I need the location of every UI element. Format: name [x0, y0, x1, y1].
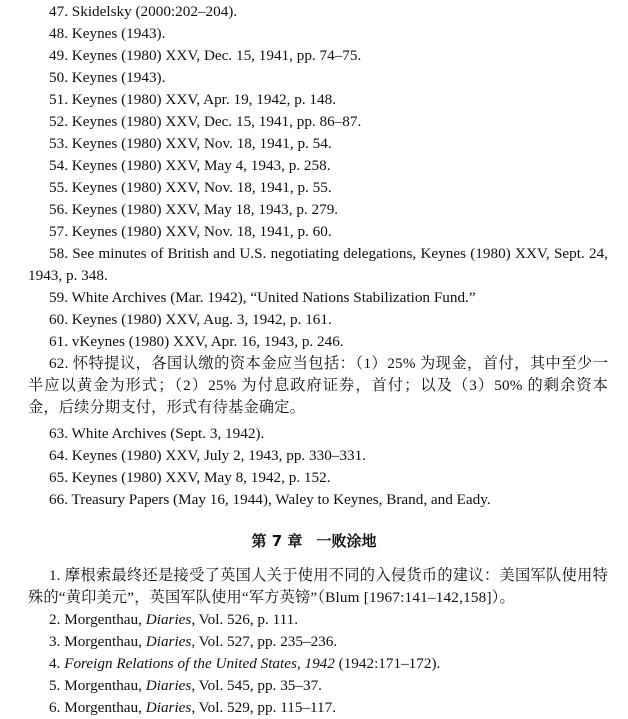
note-text: Keynes (1980) XXV, Nov. 18, 1941, p. 60.	[71, 223, 332, 240]
note-text: (1942:171–172).	[334, 655, 441, 672]
note-50	[28, 67, 608, 89]
note-number: 59.	[49, 289, 68, 306]
note-number: 5.	[49, 677, 61, 694]
note-54	[28, 155, 608, 177]
note-number: 53.	[49, 135, 68, 152]
note-text: Keynes (1980) XXV, July 2, 1943, pp. 330–331.	[71, 447, 366, 464]
note-text: Keynes (1980) XXV, Aug. 3, 1942, p. 161.	[71, 311, 332, 328]
note-number: 51.	[49, 91, 68, 108]
chapter-title: 一败涂地	[316, 532, 377, 550]
note-number: 57.	[49, 223, 68, 240]
note-number: 47.	[49, 3, 68, 20]
note-57	[28, 221, 608, 243]
note-number: 60.	[49, 311, 68, 328]
note-number: 3.	[49, 633, 61, 650]
note-text: Keynes (1980) XXV, May 4, 1943, p. 258.	[71, 157, 331, 174]
note-c7-4	[28, 653, 608, 675]
note-text: Keynes (1980) XXV, May 18, 1943, p. 279.	[71, 201, 339, 218]
note-number: 50.	[49, 69, 68, 86]
note-number: 54.	[49, 157, 68, 174]
note-text: Keynes (1980) XXV, Dec. 15, 1941, pp. 86–87.	[71, 113, 362, 130]
note-c7-6	[28, 697, 608, 719]
note-text: Skidelsky (2000:202–204).	[71, 3, 238, 20]
note-text: White Archives (Sept. 3, 1942).	[71, 425, 265, 442]
note-53	[28, 133, 608, 155]
note-number: 49.	[49, 47, 68, 64]
note-number: 63.	[49, 425, 68, 442]
note-author: Morgenthau,	[64, 699, 142, 716]
note-text: Keynes (1980) XXV, May 8, 1942, p. 152.	[71, 469, 331, 486]
note-number: 61.	[49, 333, 68, 350]
note-text: Keynes (1980) XXV, Apr. 19, 1942, p. 148.	[71, 91, 337, 108]
note-text: Keynes (1943).	[71, 25, 166, 42]
note-number: 48.	[49, 25, 68, 42]
note-number: 6.	[49, 699, 61, 716]
note-text: Keynes (1980) XXV, Nov. 18, 1941, p. 54.	[71, 135, 332, 152]
note-author: Morgenthau,	[64, 611, 142, 628]
note-49	[28, 45, 608, 67]
chapter-number: 第 7 章	[251, 532, 303, 550]
note-60	[28, 309, 608, 331]
note-52	[28, 111, 608, 133]
note-author: Morgenthau,	[64, 677, 142, 694]
note-work-title: Diaries	[145, 699, 192, 716]
note-work-title: Foreign Relations of the United States, 1942	[64, 655, 335, 672]
note-number: 64.	[49, 447, 68, 464]
note-48	[28, 23, 608, 45]
note-text: Keynes (1980) XXV, Nov. 18, 1941, p. 55.	[71, 179, 332, 196]
note-text: , Vol. 545, pp. 35–37.	[191, 677, 322, 694]
note-number: 56.	[49, 201, 68, 218]
note-59	[28, 287, 608, 309]
note-text: Keynes (1980) XXV, Dec. 15, 1941, pp. 74–75.	[71, 47, 362, 64]
note-text: Treasury Papers (May 16, 1944), Waley to Keynes, Brand, and Eady.	[71, 491, 491, 508]
note-number: 65.	[49, 469, 68, 486]
note-number: 2.	[49, 611, 61, 628]
note-61	[28, 331, 608, 353]
note-47	[28, 1, 608, 23]
note-text: , Vol. 526, p. 111.	[191, 611, 299, 628]
note-number: 55.	[49, 179, 68, 196]
note-55	[28, 177, 608, 199]
note-number: 66.	[49, 491, 68, 508]
note-author: Morgenthau,	[64, 633, 142, 650]
note-number: 4.	[49, 655, 61, 672]
note-66	[28, 489, 608, 511]
note-text: , Vol. 529, pp. 115–117.	[191, 699, 337, 716]
note-63	[28, 423, 608, 445]
note-c7-2	[28, 609, 608, 631]
note-text: Keynes (1943).	[71, 69, 166, 86]
note-64	[28, 445, 608, 467]
note-text: White Archives (Mar. 1942), “United Nations Stabilization Fund.”	[71, 289, 476, 306]
note-65	[28, 467, 608, 489]
note-work-title: Diaries	[145, 633, 192, 650]
note-62: 62. 怀特提议，各国认缴的资本金应当包括：（1）25% 为现金，首付，其中至少一半应以黄金为形式；（2）25% 为付息政府证券，首付；以及（3）50% 的剩余资本金，后续分期支付，形式有待基金确定。	[28, 355, 608, 416]
note-c7-5	[28, 675, 608, 697]
note-56	[28, 199, 608, 221]
chapter-heading	[0, 530, 628, 552]
note-c7-1: 1. 摩根索最终还是接受了英国人关于使用不同的入侵货币的建议：美国军队使用特殊的“黄印美元”，英国军队使用“军方英镑”（Blum [1967:141–142,158]）。	[28, 567, 608, 606]
note-work-title: Diaries	[145, 611, 192, 628]
note-text: vKeynes (1980) XXV, Apr. 16, 1943, p. 246.	[71, 333, 344, 350]
note-c7-3	[28, 631, 608, 653]
note-51	[28, 89, 608, 111]
note-58: 58. See minutes of British and U.S. negotiating delegations, Keynes (1980) XXV, Sept. 24, 1943, p. 348.	[28, 245, 608, 284]
note-work-title: Diaries	[145, 677, 192, 694]
note-text: , Vol. 527, pp. 235–236.	[191, 633, 338, 650]
note-number: 52.	[49, 113, 68, 130]
